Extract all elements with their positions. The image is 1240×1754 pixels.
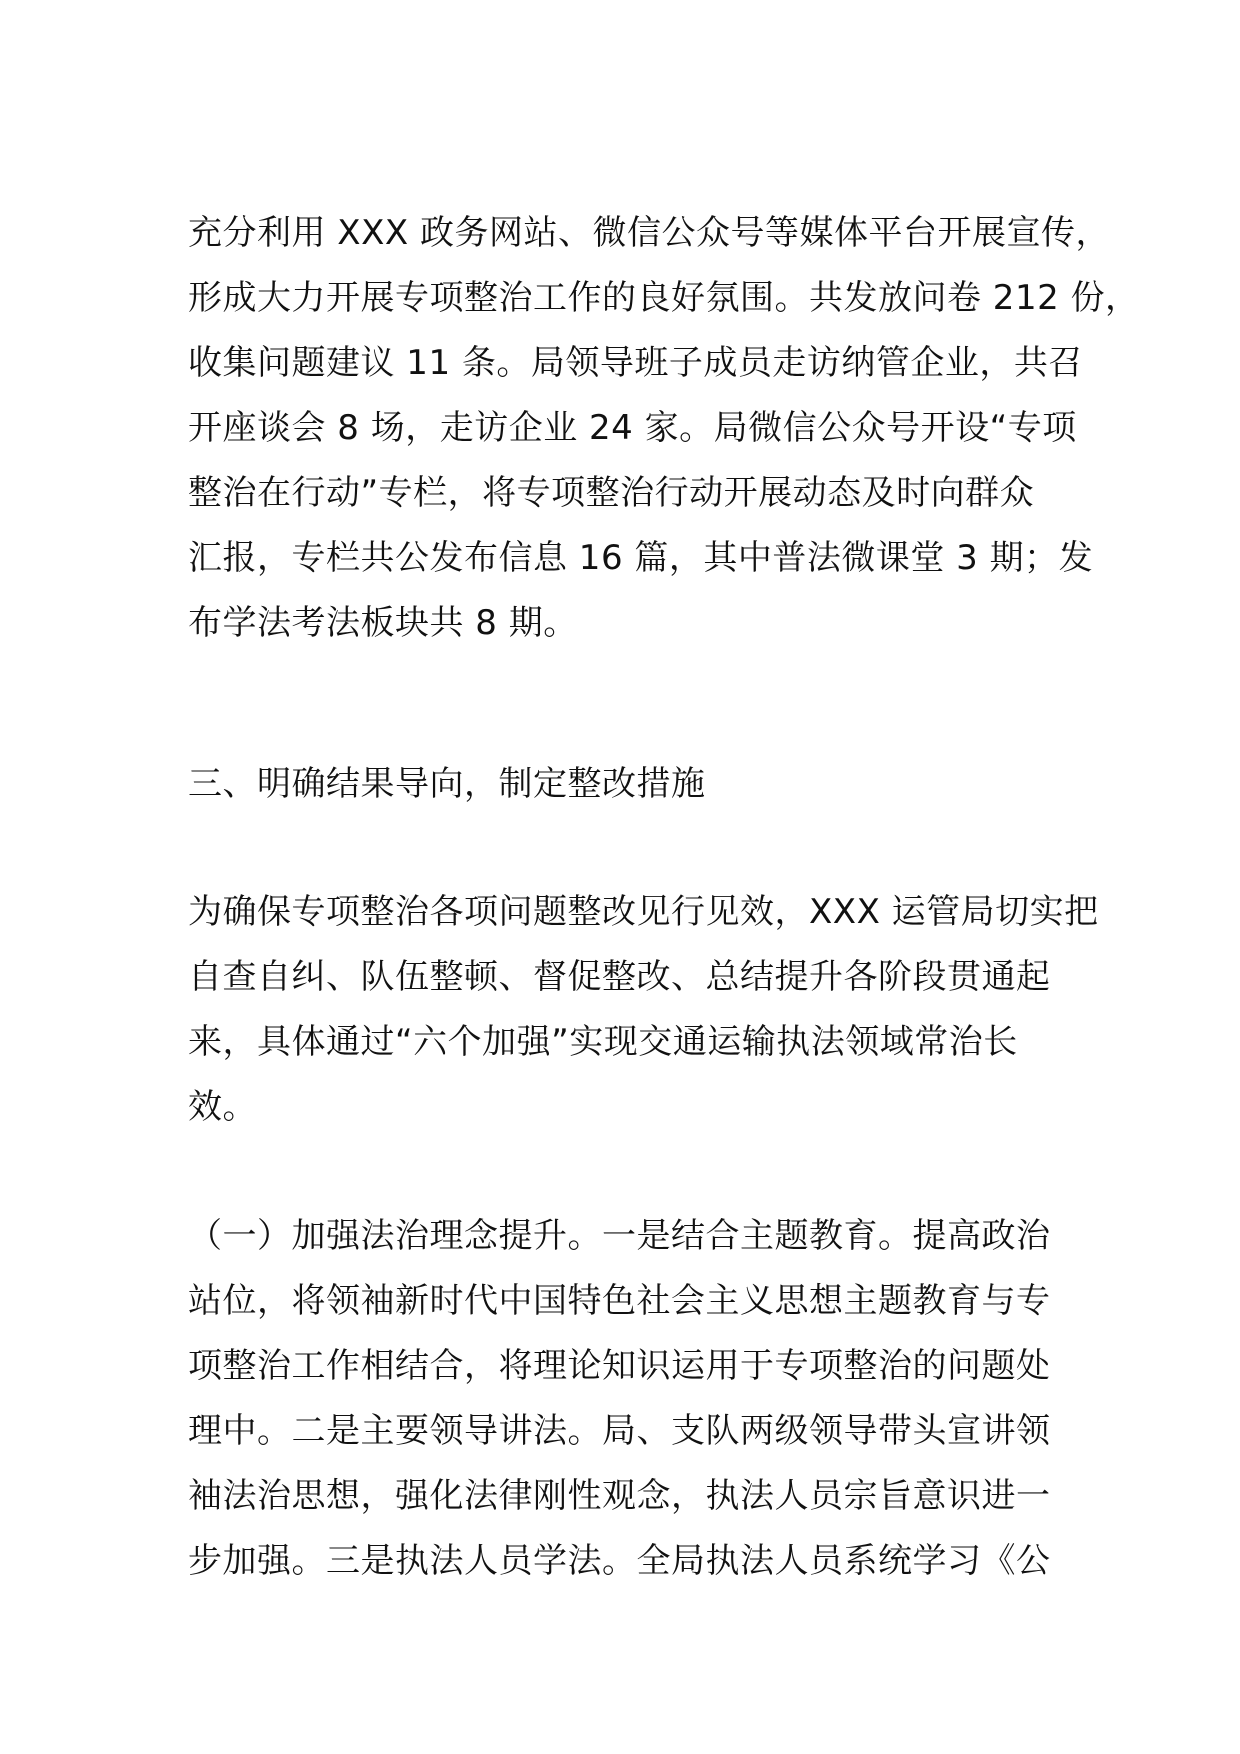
paragraph-line: 袖法治思想，强化法律刚性观念，执法人员宗旨意识进一 — [188, 1476, 1051, 1516]
paragraph-line: 为确保专项整治各项问题整改见行见效，XXX 运管局切实把 — [188, 892, 1099, 932]
section-heading-text: 三、明确结果导向，制定整改措施 — [188, 764, 706, 804]
paragraph-line: 形成大力开展专项整治工作的良好氛围。共发放问卷 212 份， — [188, 278, 1140, 318]
paragraph-line: 自查自纠、队伍整顿、督促整改、总结提升各阶段贯通起 — [188, 957, 1051, 997]
paragraph-line: 整治在行动”专栏，将专项整治行动开展动态及时向群众 — [188, 473, 1035, 513]
paragraph-publicity — [188, 201, 1140, 656]
paragraph-line: （一）加强法治理念提升。一是结合主题教育。提高政治 — [188, 1216, 1051, 1256]
paragraph-intro — [188, 880, 1099, 1140]
paragraph-line: 充分利用 XXX 政务网站、微信公众号等媒体平台开展宣传， — [188, 213, 1110, 253]
paragraph-line: 理中。二是主要领导讲法。局、支队两级领导带头宣讲领 — [188, 1411, 1051, 1451]
paragraph-line: 步加强。三是执法人员学法。全局执法人员系统学习《公 — [188, 1541, 1051, 1581]
paragraph-line: 站位，将领袖新时代中国特色社会主义思想主题教育与专 — [188, 1281, 1051, 1321]
paragraph-line: 效。 — [188, 1087, 257, 1127]
paragraph-line: 布学法考法板块共 8 期。 — [188, 603, 578, 643]
paragraph-rule-of-law — [188, 1204, 1088, 1594]
paragraph-line: 汇报，专栏共公发布信息 16 篇，其中普法微课堂 3 期；发 — [188, 538, 1094, 578]
section-heading — [188, 752, 1088, 817]
paragraph-line: 收集问题建议 11 条。局领导班子成员走访纳管企业，共召 — [188, 343, 1083, 383]
paragraph-line: 项整治工作相结合，将理论知识运用于专项整治的问题处 — [188, 1346, 1051, 1386]
paragraph-line: 开座谈会 8 场，走访企业 24 家。局微信公众号开设“专项 — [188, 408, 1077, 448]
paragraph-line: 来，具体通过“六个加强”实现交通运输执法领域常治长 — [188, 1022, 1018, 1062]
